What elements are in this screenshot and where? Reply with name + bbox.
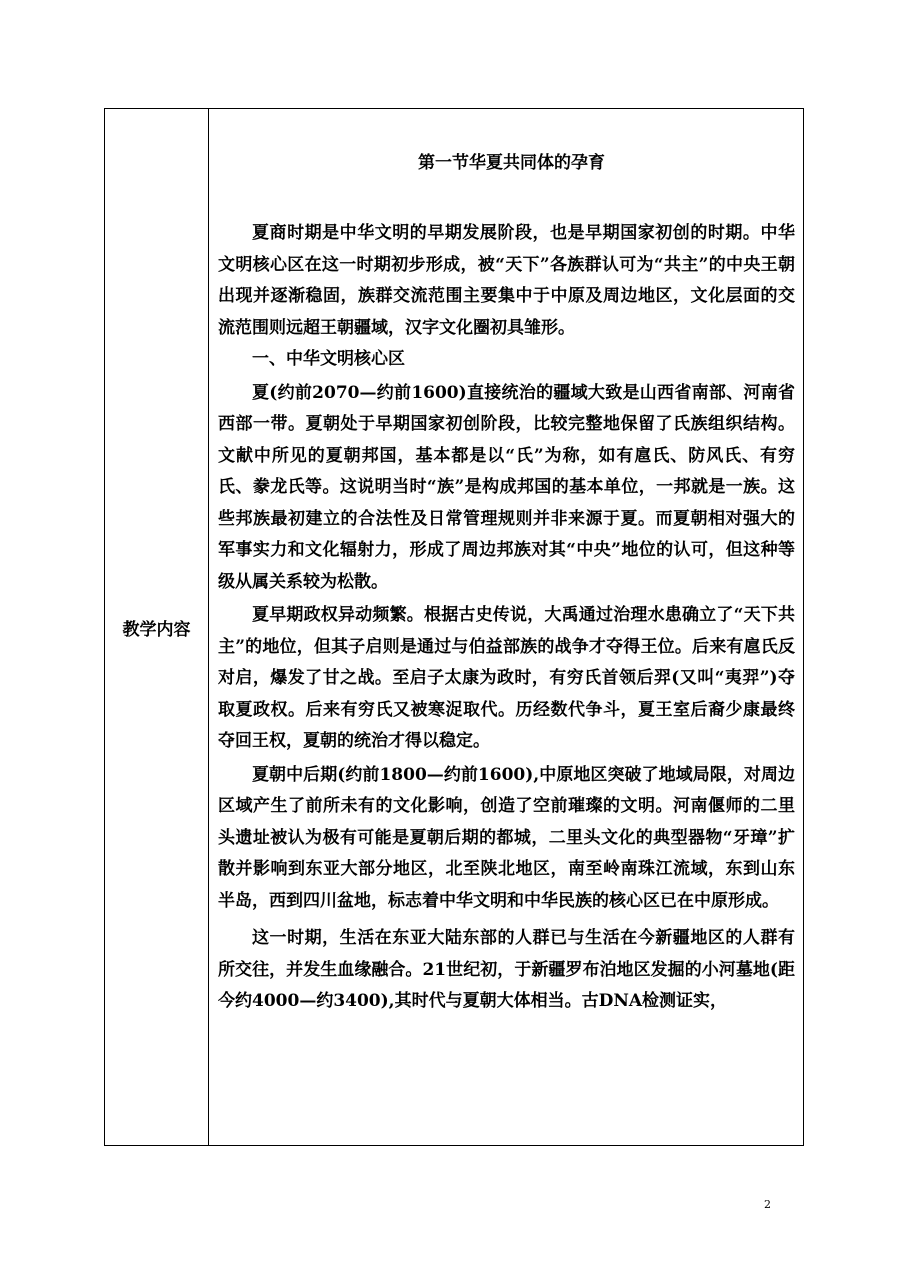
content-cell — [209, 109, 803, 1145]
row-label: 教学内容 — [122, 619, 191, 640]
subheading: 一、中华文明核心区 — [252, 349, 405, 369]
section-title: 第一节华夏共同体的孕育 — [418, 153, 605, 173]
row-label-cell — [105, 109, 208, 1145]
paragraph-xia-territory: 夏(约前2070—约前1600)直接统治的疆域大致是山西省南部、河南省西部一带。夏朝处于早期国家初创阶段，比较完整地保留了氏族组织结构。文献中所见的夏朝邦国，基本都是以“氏”为称，如有扈氏、防风氏、有穷氏、豢龙氏等。这说明当时“族”是构成邦国的基本单位，一邦就是一族。这些邦族最初建立的合法性及日常管理规则并非来源于夏。而夏朝相对强大的军事实力和文化辐射力，形成了周边邦族对其“中央”地位的认可，但这种等级从属关系较为松散。 — [218, 382, 795, 592]
paragraph-xinjiang-contact: 这一时期，生活在东亚大陆东部的人群已与生活在今新疆地区的人群有所交往，并发生血缘融合。21世纪初，于新疆罗布泊地区发掘的小河墓地(距今约4000—约3400),其时代与夏朝大体相当。古DNA检测证实， — [218, 928, 795, 1011]
paragraph-xia-early-politics: 夏早期政权异动频繁。根据古史传说，大禹通过治理水患确立了“天下共主”的地位，但其子启则是通过与伯益部族的战争才夺得王位。后来有扈氏反对启，爆发了甘之战。至启子太康为政时，有穷氏首领后羿(又叫“夷羿”)夺取夏政权。后来有穷氏又被寒浞取代。历经数代争斗，夏王室后裔少康最终夺回王权，夏朝的统治才得以稳定。 — [218, 605, 795, 751]
intro-paragraph: 夏商时期是中华文明的早期发展阶段，也是早期国家初创的时期。中华文明核心区在这一时期初步形成，被“天下”各族群认可为“共主”的中央王朝出现并逐渐稳固，族群交流范围主要集中于中原及周边地区，文化层面的交流范围则远超王朝疆域，汉字文化圈初具雏形。 — [218, 223, 795, 338]
page-number: 2 — [764, 1198, 771, 1211]
paragraph-xia-late-period: 夏朝中后期(约前1800—约前1600),中原地区突破了地域局限，对周边区域产生了前所未有的文化影响，创造了空前璀璨的文明。河南偃师的二里头遗址被认为极有可能是夏朝后期的都城，二里头文化的典型器物“牙璋”扩散并影响到东亚大部分地区，北至陕北地区，南至岭南珠江流域，东到山东半岛，西到四川盆地，标志着中华文明和中华民族的核心区已在中原形成。 — [218, 764, 795, 911]
content-table — [104, 108, 804, 1146]
